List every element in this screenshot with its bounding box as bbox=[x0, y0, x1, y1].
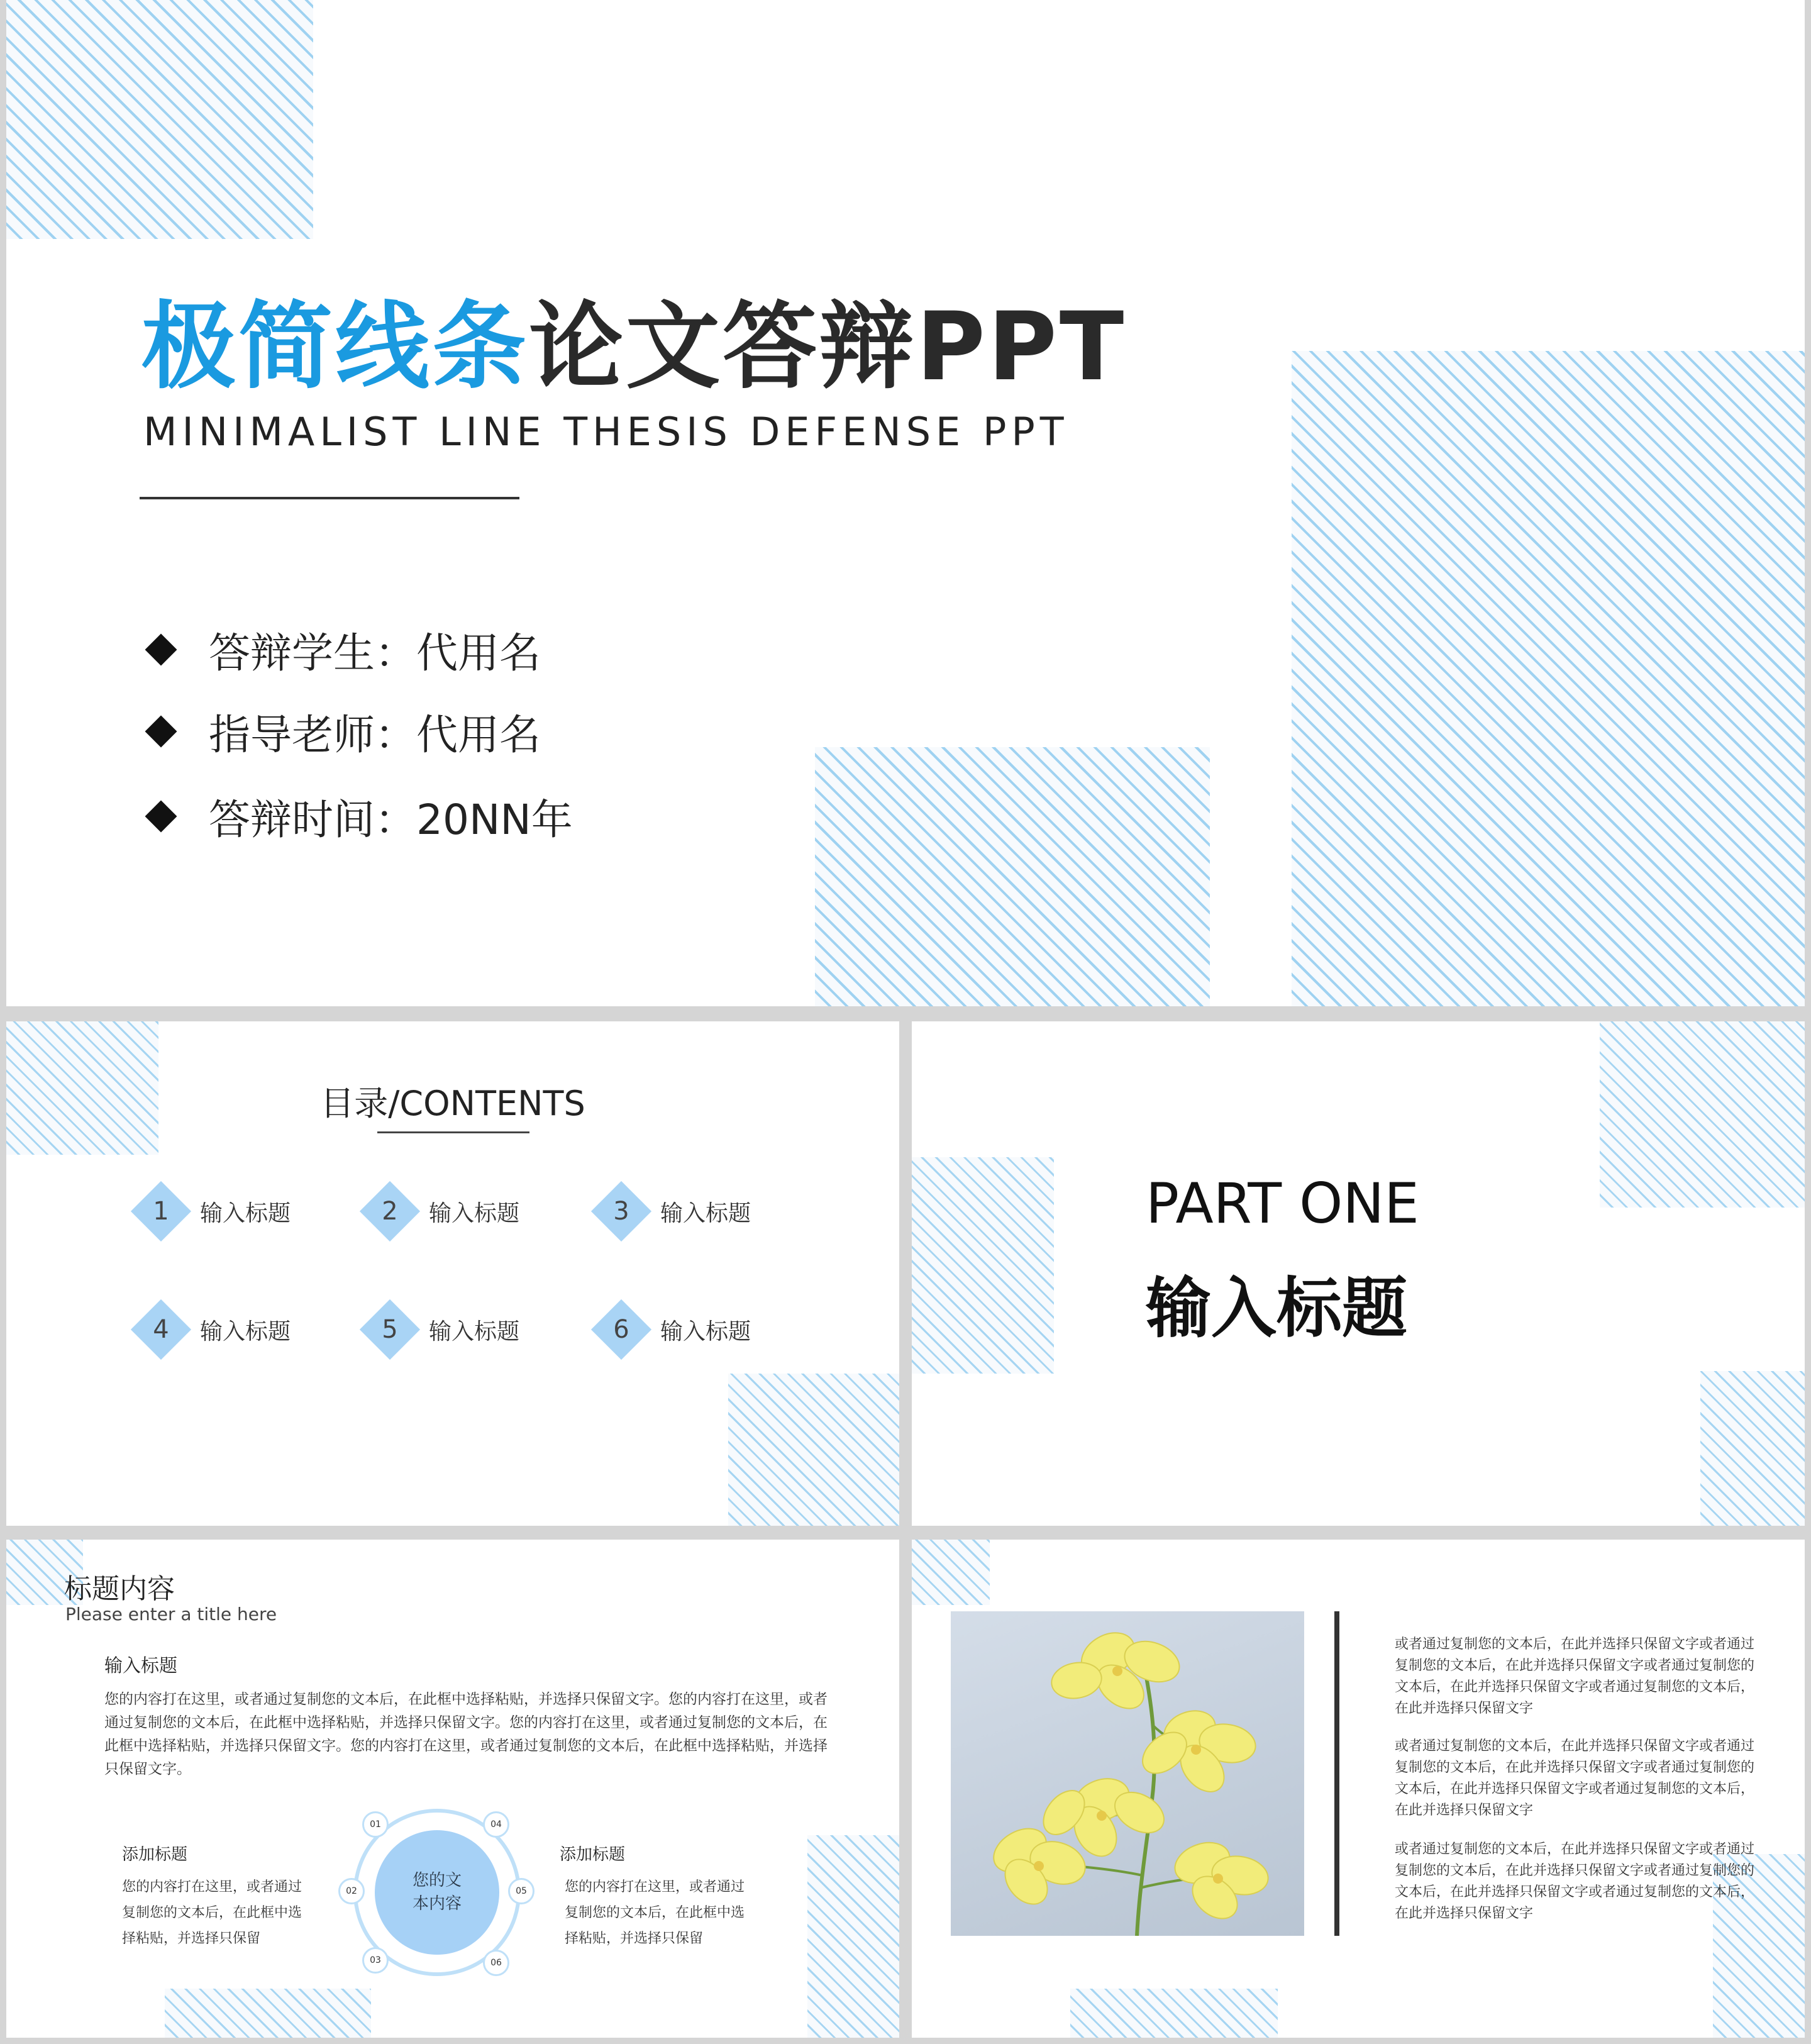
hatch-pattern-bottom bbox=[1070, 1989, 1278, 2038]
toc-item-3[interactable] bbox=[591, 1181, 751, 1241]
right-col-title: 添加标题 bbox=[560, 1845, 626, 1864]
title-highlight: 极简线条 bbox=[141, 292, 529, 402]
diamond-bullet-icon bbox=[145, 800, 177, 832]
ring-dot-06: 06 bbox=[483, 1950, 509, 1976]
info-text: 指导老师：代用名 bbox=[209, 711, 541, 759]
toc-label: 输入标题 bbox=[660, 1318, 751, 1345]
contents-slide bbox=[6, 1021, 899, 1526]
toc-label: 输入标题 bbox=[429, 1318, 520, 1345]
toc-item-6[interactable] bbox=[591, 1299, 751, 1360]
toc-item-2[interactable] bbox=[360, 1181, 519, 1241]
cover-title bbox=[141, 270, 1126, 406]
ring-dot-02: 02 bbox=[338, 1878, 365, 1904]
diamond-number-icon: 1 bbox=[131, 1181, 191, 1241]
diamond-number-icon: 5 bbox=[360, 1299, 420, 1360]
toc-label: 输入标题 bbox=[660, 1200, 751, 1226]
content-heading: 标题内容 bbox=[64, 1573, 175, 1605]
content-heading-en: Please enter a title here bbox=[65, 1604, 277, 1625]
contents-divider bbox=[377, 1131, 529, 1133]
diamond-number-icon: 4 bbox=[131, 1299, 191, 1360]
ring-dot-01: 01 bbox=[362, 1811, 389, 1838]
diamond-number-icon: 2 bbox=[360, 1181, 420, 1241]
hatch-pattern-bottom-right bbox=[1700, 1371, 1805, 1526]
toc-item-4[interactable] bbox=[131, 1299, 291, 1360]
section-part-label: PART ONE bbox=[1146, 1171, 1419, 1236]
flower-photo bbox=[951, 1611, 1304, 1936]
info-date bbox=[146, 786, 573, 846]
info-text: 答辩学生：代用名 bbox=[209, 629, 541, 677]
flower-image-icon bbox=[951, 1611, 1304, 1936]
info-advisor bbox=[146, 701, 541, 761]
toc-item-1[interactable] bbox=[131, 1181, 291, 1241]
diamond-number-icon: 3 bbox=[591, 1181, 651, 1241]
right-col-body: 您的内容打在这里，或者通过复制您的文本后，在此框中选择粘贴，并选择只保留 bbox=[565, 1879, 745, 1947]
contents-title: 目录/CONTENTS bbox=[320, 1084, 585, 1123]
diamond-number-icon: 6 bbox=[591, 1299, 651, 1360]
hatch-pattern-top-left bbox=[6, 0, 313, 239]
cover-slide bbox=[6, 0, 1805, 1006]
title-rest: 论文答辩PPT bbox=[529, 292, 1127, 402]
image-text-slide bbox=[912, 1540, 1805, 2038]
ring-dot-03: 03 bbox=[362, 1947, 389, 1974]
diamond-bullet-icon bbox=[145, 715, 177, 747]
ring-dot-05: 05 bbox=[508, 1878, 534, 1904]
toc-label: 输入标题 bbox=[429, 1200, 520, 1226]
left-col-body: 您的内容打在这里，或者通过复制您的文本后，在此框中选择粘贴，并选择只保留 bbox=[122, 1879, 302, 1947]
content-subheading: 输入标题 bbox=[104, 1655, 178, 1676]
vertical-divider bbox=[1334, 1611, 1339, 1936]
section-title: 输入标题 bbox=[1146, 1270, 1408, 1347]
ring-dot-04: 04 bbox=[483, 1811, 509, 1838]
content-paragraph: 您的内容打在这里，或者通过复制您的文本后，在此框中选择粘贴，并选择只保留文字。您的内容打在这里，或者通过复制您的文本后，在此框中选择粘贴，并选择只保留文字。您的内容打在这里，或者通过复制您的文本后，在此框中选择粘贴，并选择只保留文字。您的内容打在这里，或者通过复制您的文本后，在此框中选择粘贴，并选择只保留文字。 bbox=[104, 1691, 828, 1777]
hatch-pattern-left bbox=[912, 1157, 1054, 1374]
hatch-pattern-top-left bbox=[912, 1540, 990, 1605]
diamond-bullet-icon bbox=[145, 633, 177, 665]
toc-item-5[interactable] bbox=[360, 1299, 519, 1360]
hatch-pattern-bottom-right bbox=[728, 1374, 899, 1526]
hatch-pattern-top-right bbox=[1600, 1021, 1805, 1208]
cover-subtitle: MINIMALIST LINE THESIS DEFENSE PPT bbox=[143, 409, 1069, 455]
left-col-title: 添加标题 bbox=[122, 1845, 188, 1864]
center-text: 您的文 本内容 bbox=[412, 1871, 462, 1913]
info-text: 答辩时间：20NN年 bbox=[209, 796, 573, 844]
text-paragraph-3: 或者通过复制您的文本后，在此并选择只保留文字或者通过复制您的文本后，在此并选择只保留文字或者通过复制您的文本后，在此并选择只保留文字或者通过复制您的文本后，在此并选择只保留文字 bbox=[1395, 1841, 1755, 1921]
text-paragraph-2: 或者通过复制您的文本后，在此并选择只保留文字或者通过复制您的文本后，在此并选择只保留文字或者通过复制您的文本后，在此并选择只保留文字或者通过复制您的文本后，在此并选择只保留文字 bbox=[1395, 1738, 1755, 1818]
toc-label: 输入标题 bbox=[200, 1318, 291, 1345]
content-slide bbox=[6, 1540, 899, 2038]
cover-divider bbox=[140, 497, 519, 499]
info-student bbox=[146, 619, 541, 679]
hatch-pattern-bottom bbox=[165, 1989, 371, 2038]
section-slide bbox=[912, 1021, 1805, 1526]
hatch-pattern-center bbox=[815, 747, 1210, 1006]
hatch-pattern-right bbox=[1292, 351, 1805, 1006]
text-paragraph-1: 或者通过复制您的文本后，在此并选择只保留文字或者通过复制您的文本后，在此并选择只保留文字或者通过复制您的文本后，在此并选择只保留文字或者通过复制您的文本后，在此并选择只保留文字 bbox=[1395, 1636, 1755, 1716]
toc-label: 输入标题 bbox=[200, 1200, 291, 1226]
hatch-pattern-bottom-right bbox=[807, 1835, 899, 2038]
